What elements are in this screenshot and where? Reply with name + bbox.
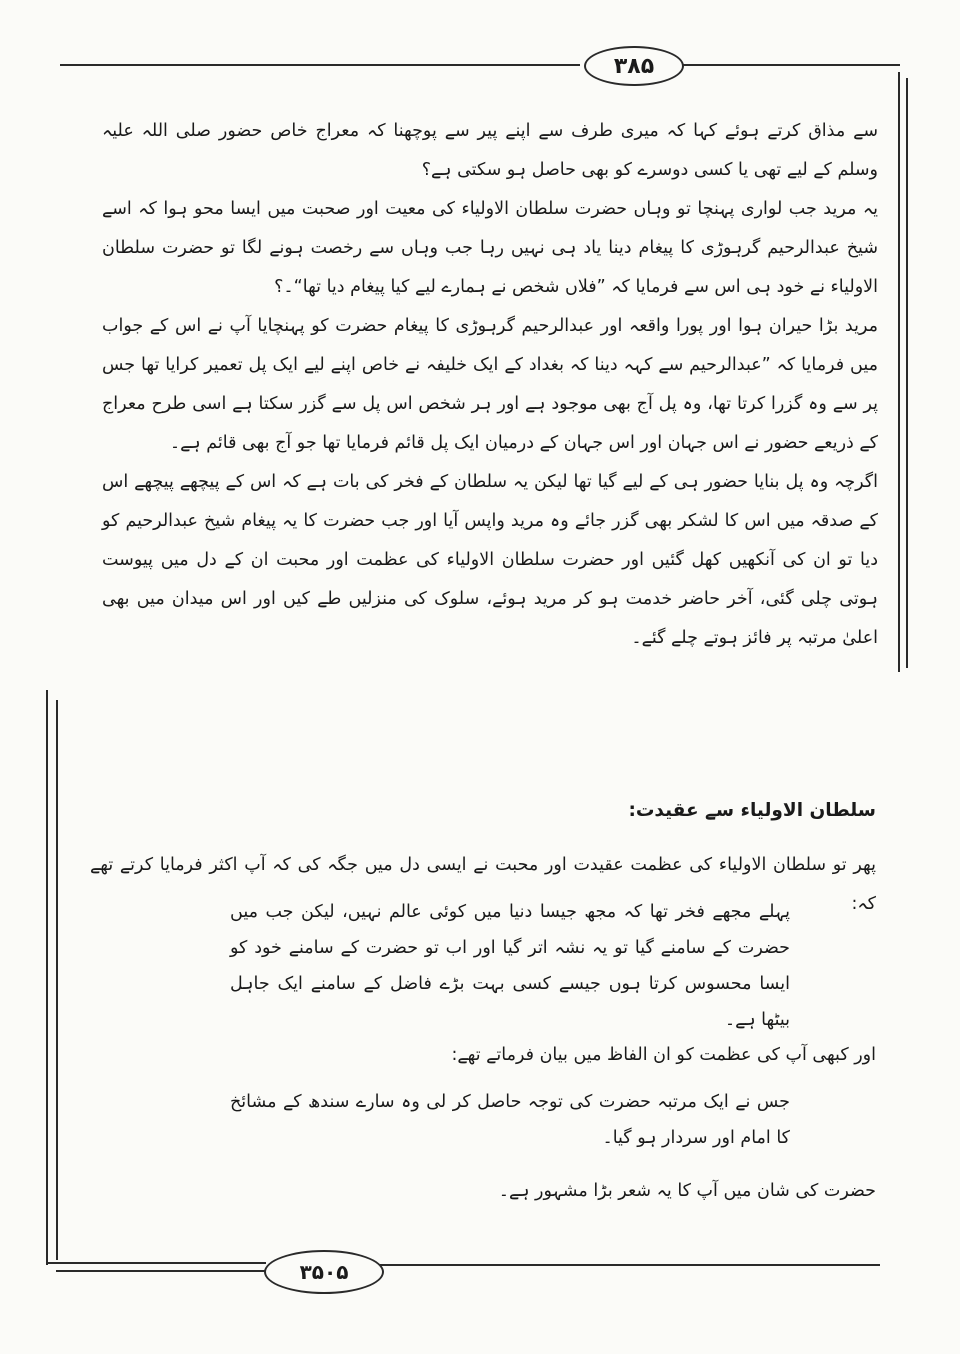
page-number-bottom: ۳۵۰۵ [264, 1250, 384, 1294]
page-number-top: ۳۸۵ [584, 46, 684, 86]
frame-left-outer [46, 690, 48, 1265]
quote-block-1 [230, 894, 790, 1038]
quote-2-text: جس نے ایک مرتبہ حضرت کی توجہ حاصل کر لی وہ سارے سندھ کے مشائخ کا امام اور سردار ہو گیا۔ [230, 1092, 790, 1148]
body-text-top [102, 112, 878, 658]
section-heading: سلطان الاولیاء سے عقیدت: [628, 800, 876, 821]
frame-left-inner [56, 700, 58, 1260]
frame-top-line-2 [680, 64, 900, 66]
quote-1-text: پہلے مجھے فخر تھا کہ مجھ جیسا دنیا میں کوئی عالم نہیں، لیکن جب میں حضرت کے سامنے گیا تو یہ نشہ اتر گیا اور اب تو حضرت کے سامنے خود کو ایسا محسوس کرتا ہوں جیسے کسی بہت بڑے فاضل کے سامنے ایک جاہل بیٹھا ہے۔ [230, 902, 790, 1030]
paragraph-2: یہ مرید جب لواری پہنچا تو وہاں حضرت سلطان الاولیاء کی معیت اور صحبت میں ایسا محو ہوا کہ اسے شیخ عبدالرحیم گرہوڑی کا پیغام دینا یاد ہی نہیں رہا جب وہاں سے رخصت ہونے لگا تو حضرت سلطان الاولیاء نے خود ہی اس سے فرمایا کہ ”فلاں شخص نے ہمارے لیے کیا پیغام دیا تھا“۔؟ [102, 199, 878, 297]
frame-bottom-line-3 [380, 1264, 880, 1266]
intro-line-2: اور کبھی آپ کی عظمت کو ان الفاظ میں بیان فرماتے تھے: [451, 1045, 876, 1065]
frame-bottom-line-2 [56, 1270, 266, 1272]
frame-right-outer [906, 78, 908, 668]
intro-line-1: پھر تو سلطان الاولیاء کی عظمت عقیدت اور محبت نے ایسی دل میں جگہ کی کہ آپ اکثر فرمایا کرتے تھے کہ: [90, 855, 876, 914]
frame-bottom-line [46, 1262, 266, 1264]
frame-top-line [60, 64, 580, 66]
paragraph-1: سے مذاق کرتے ہوئے کہا کہ میری طرف سے اپنے پیر سے پوچھنا کہ معراج خاص حضور صلی اللہ علیہ وسلم کے لیے تھی یا کسی دوسرے کو بھی حاصل ہو سکتی ہے؟ [102, 121, 878, 180]
paragraph-3: مرید بڑا حیران ہوا اور پورا واقعہ اور عبدالرحیم گرہوڑی کا پیغام حضرت کو پہنچایا آپ نے اس کے جواب میں فرمایا کہ ”عبدالرحیم سے کہہ دینا کہ بغداد کے ایک خلیفہ نے خاص اپنے لیے ایک پل تعمیر کرایا تھا جس پر سے وہ گزرا کرتا تھا، وہ پل آج بھی موجود ہے اور ہر شخص اس پل سے گزر سکتا ہے اسی طرح معراج کے ذریعے حضور نے اس جہان اور اس جہان کے درمیان ایک پل قائم فرمایا تھا جو آج بھی قائم ہے۔ [102, 316, 878, 453]
frame-right-inner [898, 72, 900, 672]
quote-block-2 [230, 1084, 790, 1156]
paragraph-4: اگرچہ وہ پل بنایا حضور ہی کے لیے گیا تھا لیکن یہ سلطان کے فخر کی بات ہے کہ اس کے پیچھے پیچھے اس کے صدقہ میں اس کا لشکر بھی گزر جائے وہ مرید واپس آیا اور جب حضرت کا یہ پیغام شیخ عبدالرحیم کو دیا تو ان کی آنکھیں کھل گئیں اور حضرت سلطان الاولیاء کی عظمت اور محبت ان کے دل میں پیوست ہوتی چلی گئی، آخر حاضر خدمت ہو کر مرید ہوئے، سلوک کی منزلیں طے کیں اور اس میدان میں بھی اعلیٰ مرتبہ پر فائز ہوتے چلے گئے۔ [102, 472, 878, 648]
closing-line: حضرت کی شان میں آپ کا یہ شعر بڑا مشہور ہے۔ [498, 1181, 876, 1201]
